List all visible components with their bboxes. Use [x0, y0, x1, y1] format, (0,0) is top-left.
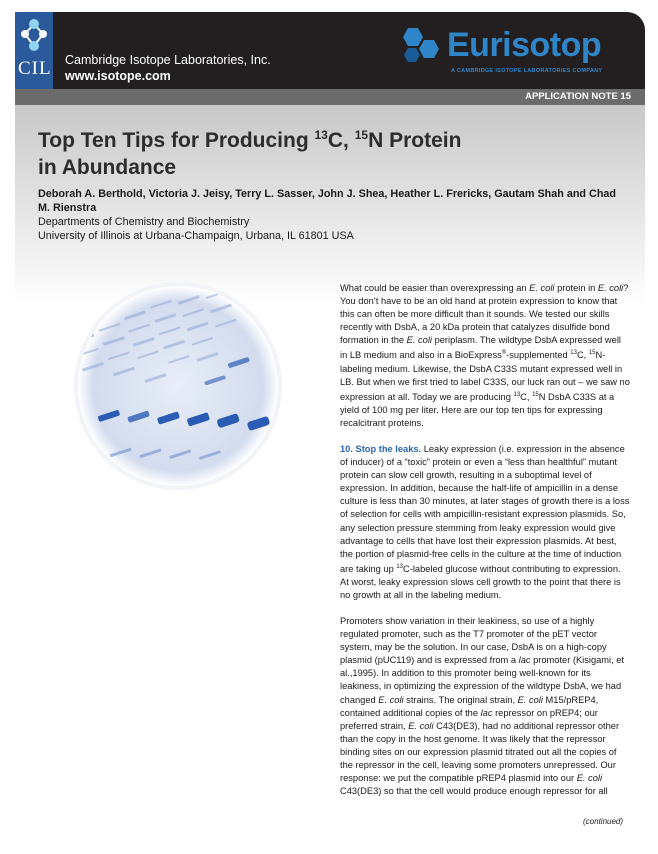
eurisotop-tagline: A CAMBRIDGE ISOTOPE LABORATORIES COMPANY — [451, 68, 603, 74]
affiliation — [38, 215, 354, 243]
department: Departments of Chemistry and Biochemistry — [38, 216, 250, 228]
eurisotop-logo-text: Eurisotop — [447, 26, 602, 64]
promoters-paragraph: Promoters show variation in their leakiness, so use of a highly regulated promoter, such as the T7 promoter of the pET vector system, may be the solution. In our case, DsbA is on a high-copy plasmid (pUC119) and is expressed from a lac promoter (Kisigami, et al.,1995). In addition to this promoter being well-known for its leakiness, in optimizing the expression of the wildtype DsbA, we had changed E. coli strains. The original strain, E. coli M15/pREP4, contained additional copies of the lac repressor on pREP4; our preferred strain, E. coli C43(DE3), had no additional repressor other than the copy in the host genome. It was likely that the repressor binding sites on our expression plasmid titrated out all the copies of the repressor in the cell, leaving some promoters unrepressed. Our response: we put the compatible pREP4 plasmid into our E. coli C43(DE3) so that the cell would produce enough repressor for all — [340, 616, 625, 797]
molecule-icon — [19, 16, 49, 56]
cil-logo-text: CIL — [18, 58, 52, 79]
company-url[interactable]: www.isotope.com — [65, 69, 171, 83]
protein-gel-image — [72, 280, 284, 492]
application-note-band — [15, 89, 645, 105]
application-note-label: APPLICATION NOTE 15 — [525, 91, 631, 102]
intro-paragraph: What could be easier than overexpressing an E. coli protein in E. coli? You don’t have to be an old hand at protein expression to know that this can often be more difficult than it sounds. We tested our skills recently with DsbA, a 20 kDa protein that catalyzes disulfide bond formation in the E. coli periplasm. The wildtype DsbA expressed well in LB medium and also in a BioExpress®-supplemented $^{13}$C, $^{15}$N-labeling medium. Likewise, the DsbA C33S mutant expressed well in LB. But when we first tried to label C33S, our luck ran out – we saw no expression at all. Today we are producing $^{13}$C, $^{15}$N DsbA C33S at a yield of 100 mg per liter. Here are our top ten tips for expressing recalcitrant proteins. — [340, 283, 630, 428]
tip-10-heading: 10. Stop the leaks. — [340, 444, 422, 455]
page-title: Top Ten Tips for Producing $^{13}$C, $^{15}$N Protein in Abundance — [38, 128, 462, 179]
body-text-column — [340, 282, 630, 798]
cil-logo — [15, 12, 53, 89]
company-name: Cambridge Isotope Laboratories, Inc. — [65, 53, 271, 67]
continued-label: (continued) — [583, 817, 624, 826]
author-list: Deborah A. Berthold, Victoria J. Jeisy, Terry L. Sasser, John J. Shea, Heather L. Frericks, Gautam Shah and Chad M. Rienstra — [38, 188, 617, 214]
tip-10-paragraph: 10. Stop the leaks. Leaky expression (i.e. expression in the absence of inducer) of a “toxic” protein or even a “less than healthful” mutant protein can slow cell growth, resulting in a suboptimal level of expression. In addition, because the half-life of ampicillin in a dense culture is less than 30 minutes, at later stages of growth there is a loss of selection for cells with ampicillin-resistant expression plasmids. So, any selection pressure stemming from leaky expression would give advantage to cells that have lost their expression plasmids. At best, the portion of plasmid-free cells in the culture at the time of induction are taking up $^{13}$C-labeled glucose without contributing to expression. At worst, leaky expression slows cell growth to the point that there is no growth at all in the labeling medium. — [340, 444, 630, 600]
university-address: University of Illinois at Urbana-Champaign, Urbana, IL 61801 USA — [38, 230, 354, 242]
eurisotop-hexagon-icon — [398, 26, 444, 66]
header-bar — [15, 12, 645, 89]
